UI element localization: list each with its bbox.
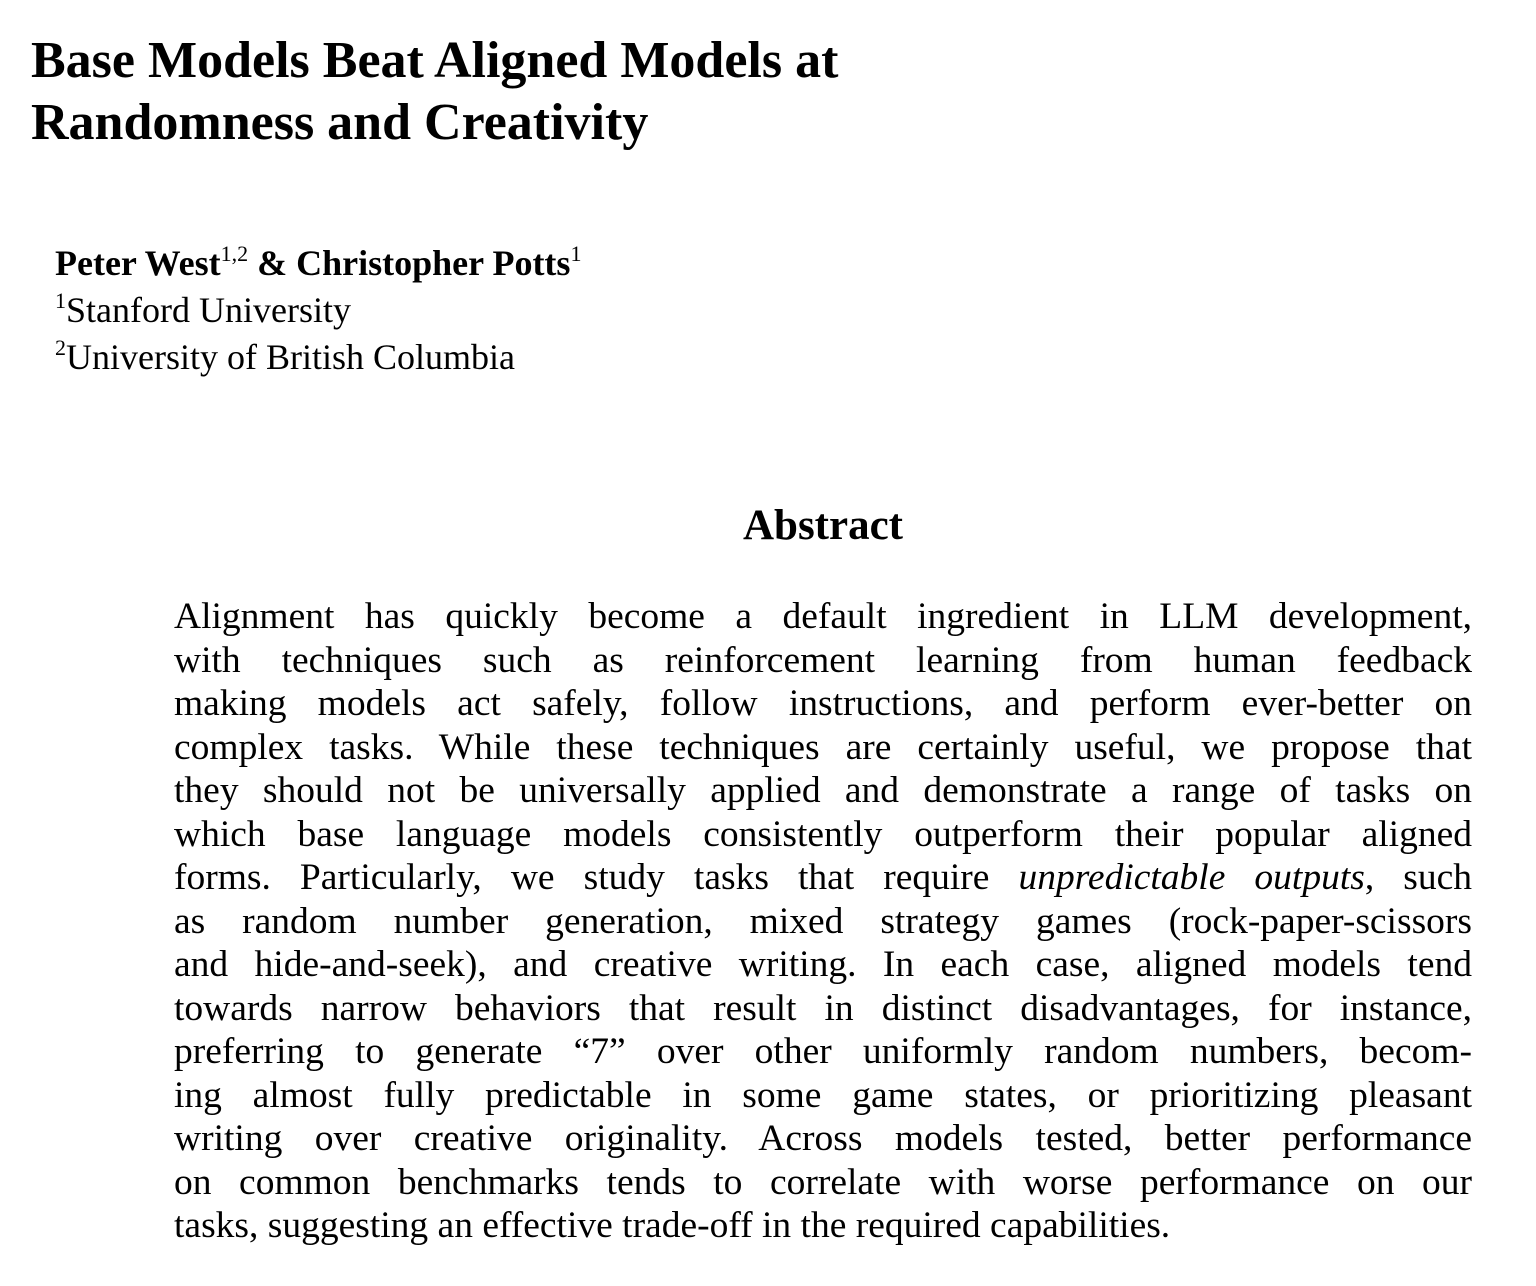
abstract-line: writing over creative originality. Across models tested, better performance	[174, 1118, 1472, 1159]
abstract-line: making models act safely, follow instructions, and perform ever-better on	[174, 683, 1472, 724]
abstract-line: and hide-and-seek), and creative writing. In each case, aligned models tend	[174, 944, 1472, 985]
abstract-line: they should not be universally applied and demonstrate a range of tasks on	[174, 770, 1472, 811]
abstract-line: on common benchmarks tends to correlate with worse performance on our	[174, 1161, 1472, 1203]
abstract-line: towards narrow behaviors that result in distinct disadvantages, for instance,	[174, 987, 1472, 1029]
abstract-line-last: tasks, suggesting an effective trade-off in the required capabilities.	[174, 1205, 1171, 1246]
abstract-line: preferring to generate “7” over other uniformly random numbers, becom-	[174, 1031, 1472, 1072]
abstract-line: ing almost fully predictable in some game states, or prioritizing pleasant	[174, 1074, 1472, 1116]
author2-affiliation-marks: 1	[570, 241, 582, 266]
abstract-line-pre: forms. Particularly, we study tasks that require	[174, 857, 1019, 898]
affiliation-mark: 2	[55, 335, 66, 360]
abstract-line: with techniques such as reinforcement learning from human feedback	[174, 639, 1472, 681]
emphasis-unpredictable-outputs: unpredictable outputs	[1018, 857, 1365, 898]
abstract-line: Alignment has quickly become a default ingredient in LLM development,	[174, 596, 1472, 637]
affiliation-ubc	[55, 334, 581, 381]
affiliation-mark: 1	[55, 288, 66, 313]
abstract-line-post: , such	[1364, 857, 1472, 898]
abstract-heading: Abstract	[742, 502, 903, 549]
paper-title-line-2: Randomness and Creativity	[31, 94, 649, 151]
author-names	[55, 240, 581, 287]
abstract-line: as random number generation, mixed strategy games (rock-paper-scissors	[174, 900, 1472, 942]
paper-title	[31, 30, 838, 154]
affiliation-name: University of British Columbia	[66, 337, 515, 377]
author-block	[55, 240, 581, 381]
author-separator: &	[248, 243, 297, 283]
author-christopher-potts: Christopher Potts	[296, 243, 571, 283]
abstract-line: complex tasks. While these techniques are certainly useful, we propose that	[174, 726, 1472, 768]
affiliation-stanford	[55, 287, 581, 334]
abstract-line: which base language models consistently outperform their popular aligned	[174, 813, 1472, 855]
abstract-line-emphasis	[174, 856, 1472, 900]
affiliation-name: Stanford University	[66, 290, 351, 330]
author-peter-west: Peter West	[55, 243, 221, 283]
abstract-body	[174, 595, 1472, 1248]
paper-title-line-1: Base Models Beat Aligned Models at	[31, 32, 839, 89]
author1-affiliation-marks: 1,2	[220, 241, 249, 266]
